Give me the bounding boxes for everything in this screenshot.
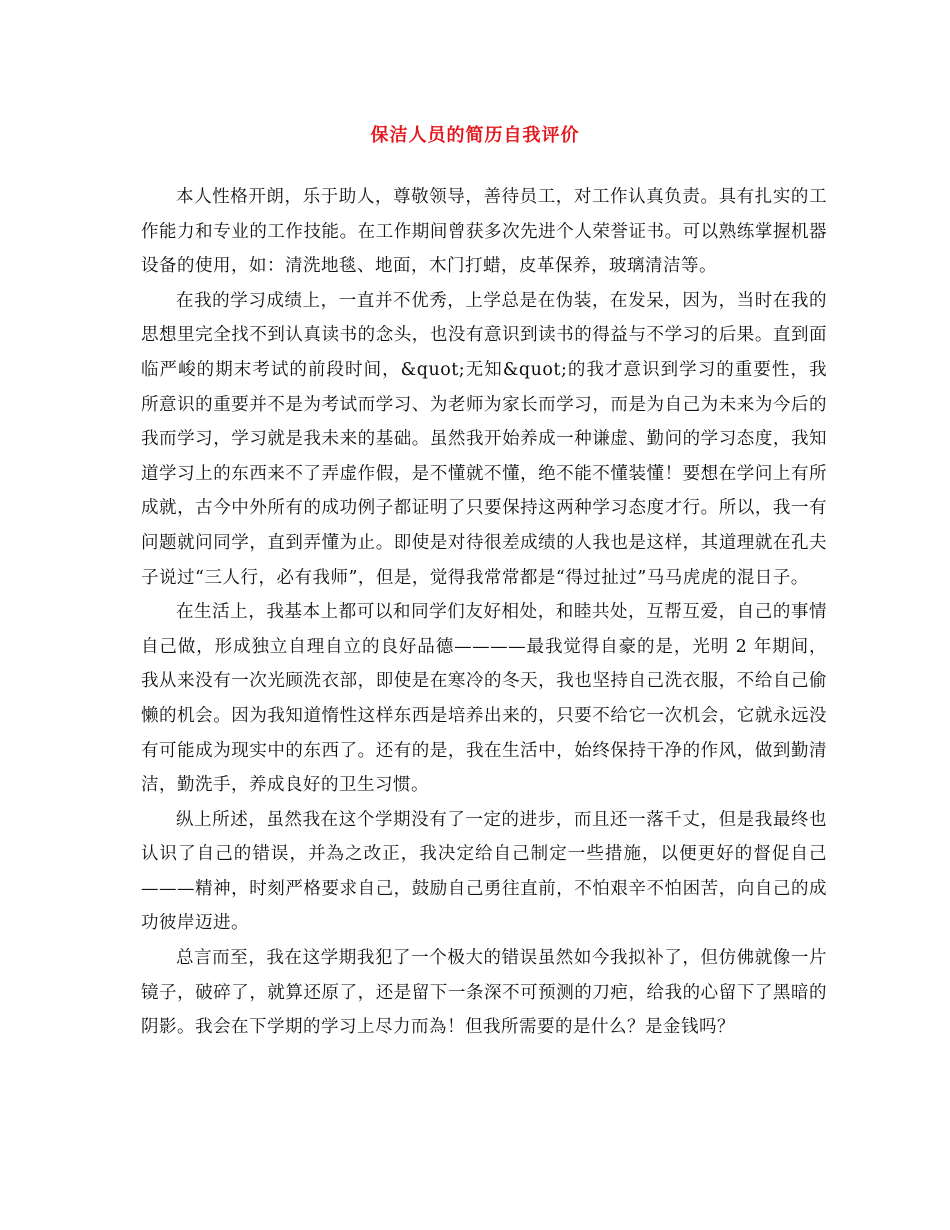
paragraph-summary: 纵上所述，虽然我在这个学期没有了一定的进步，而且还一落千丈，但是我最终也认识了自己的错误，并為之改正，我决定给自己制定一些措施，以便更好的督促自己———精神，时刻严格要求自己，鼓励自己勇往直前，不怕艰辛不怕困苦，向自己的成功彼岸迈进。 [141, 809, 827, 934]
paragraph-personality: 本人性格开朗，乐于助人，尊敬领导，善待员工，对工作认真负责。具有扎实的工作能力和专业的工作技能。在工作期间曾获多次先进个人荣誉证书。可以熟练掌握机器设备的使用，如：清洗地毯、地面，木门打蜡，皮革保养，玻璃清洁等。 [141, 187, 827, 277]
paragraph-conclusion: 总言而至，我在这学期我犯了一个极大的错误虽然如今我拟补了，但仿佛就像一片镜子，破碎了，就算还原了，还是留下一条深不可预测的刀疤，给我的心留下了黑暗的阴影。我会在下学期的学习上尽力而為！但我所需要的是什么？是金钱吗？ [141, 948, 827, 1038]
document-title: 保洁人员的简历自我评价 [370, 125, 580, 146]
paragraph-study: 在我的学习成绩上，一直并不优秀，上学总是在伪装，在发呆，因为，当时在我的思想里完全找不到认真读书的念头，也没有意识到读书的得益与不学习的后果。直到面临严峻的期末考试的前段时间，&quot;无知&quot;的我才意识到学习的重要性，我所意识的重要并不是为考试而学习、为老师为家长而学习，而是为自己为未来为今后的我而学习，学习就是我未来的基础。虽然我开始养成一种谦虚、勤问的学习态度，我知道学习上的东西来不了弄虚作假，是不懂就不懂，绝不能不懂装懂！要想在学问上有所成就，古今中外所有的成功例子都证明了只要保持这两种学习态度才行。所以，我一有问题就问同学，直到弄懂为止。即使是对待很差成绩的人我也是这样，其道理就在孔夫子说过“三人行，必有我师”，但是，觉得我常常都是“得过扯过”马马虎虎的混日子。 [141, 290, 827, 588]
paragraph-life: 在生活上，我基本上都可以和同学们友好相处，和睦共处，互帮互爱，自己的事情自己做，形成独立自理自立的良好品德————最我觉得自豪的是，光明 2 年期间，我从来没有一次光顾洗衣部，即使是在寒冷的冬天，我也坚持自己洗衣服，不给自己偷懒的机会。因为我知道惰性这样东西是培养出来的，只要不给它一次机会，它就永远没有可能成为现实中的东西了。还有的是，我在生活中，始终保持干净的作风，做到勤清洁，勤洗手，养成良好的卫生习惯。 [141, 602, 827, 796]
document-body [141, 180, 827, 1045]
